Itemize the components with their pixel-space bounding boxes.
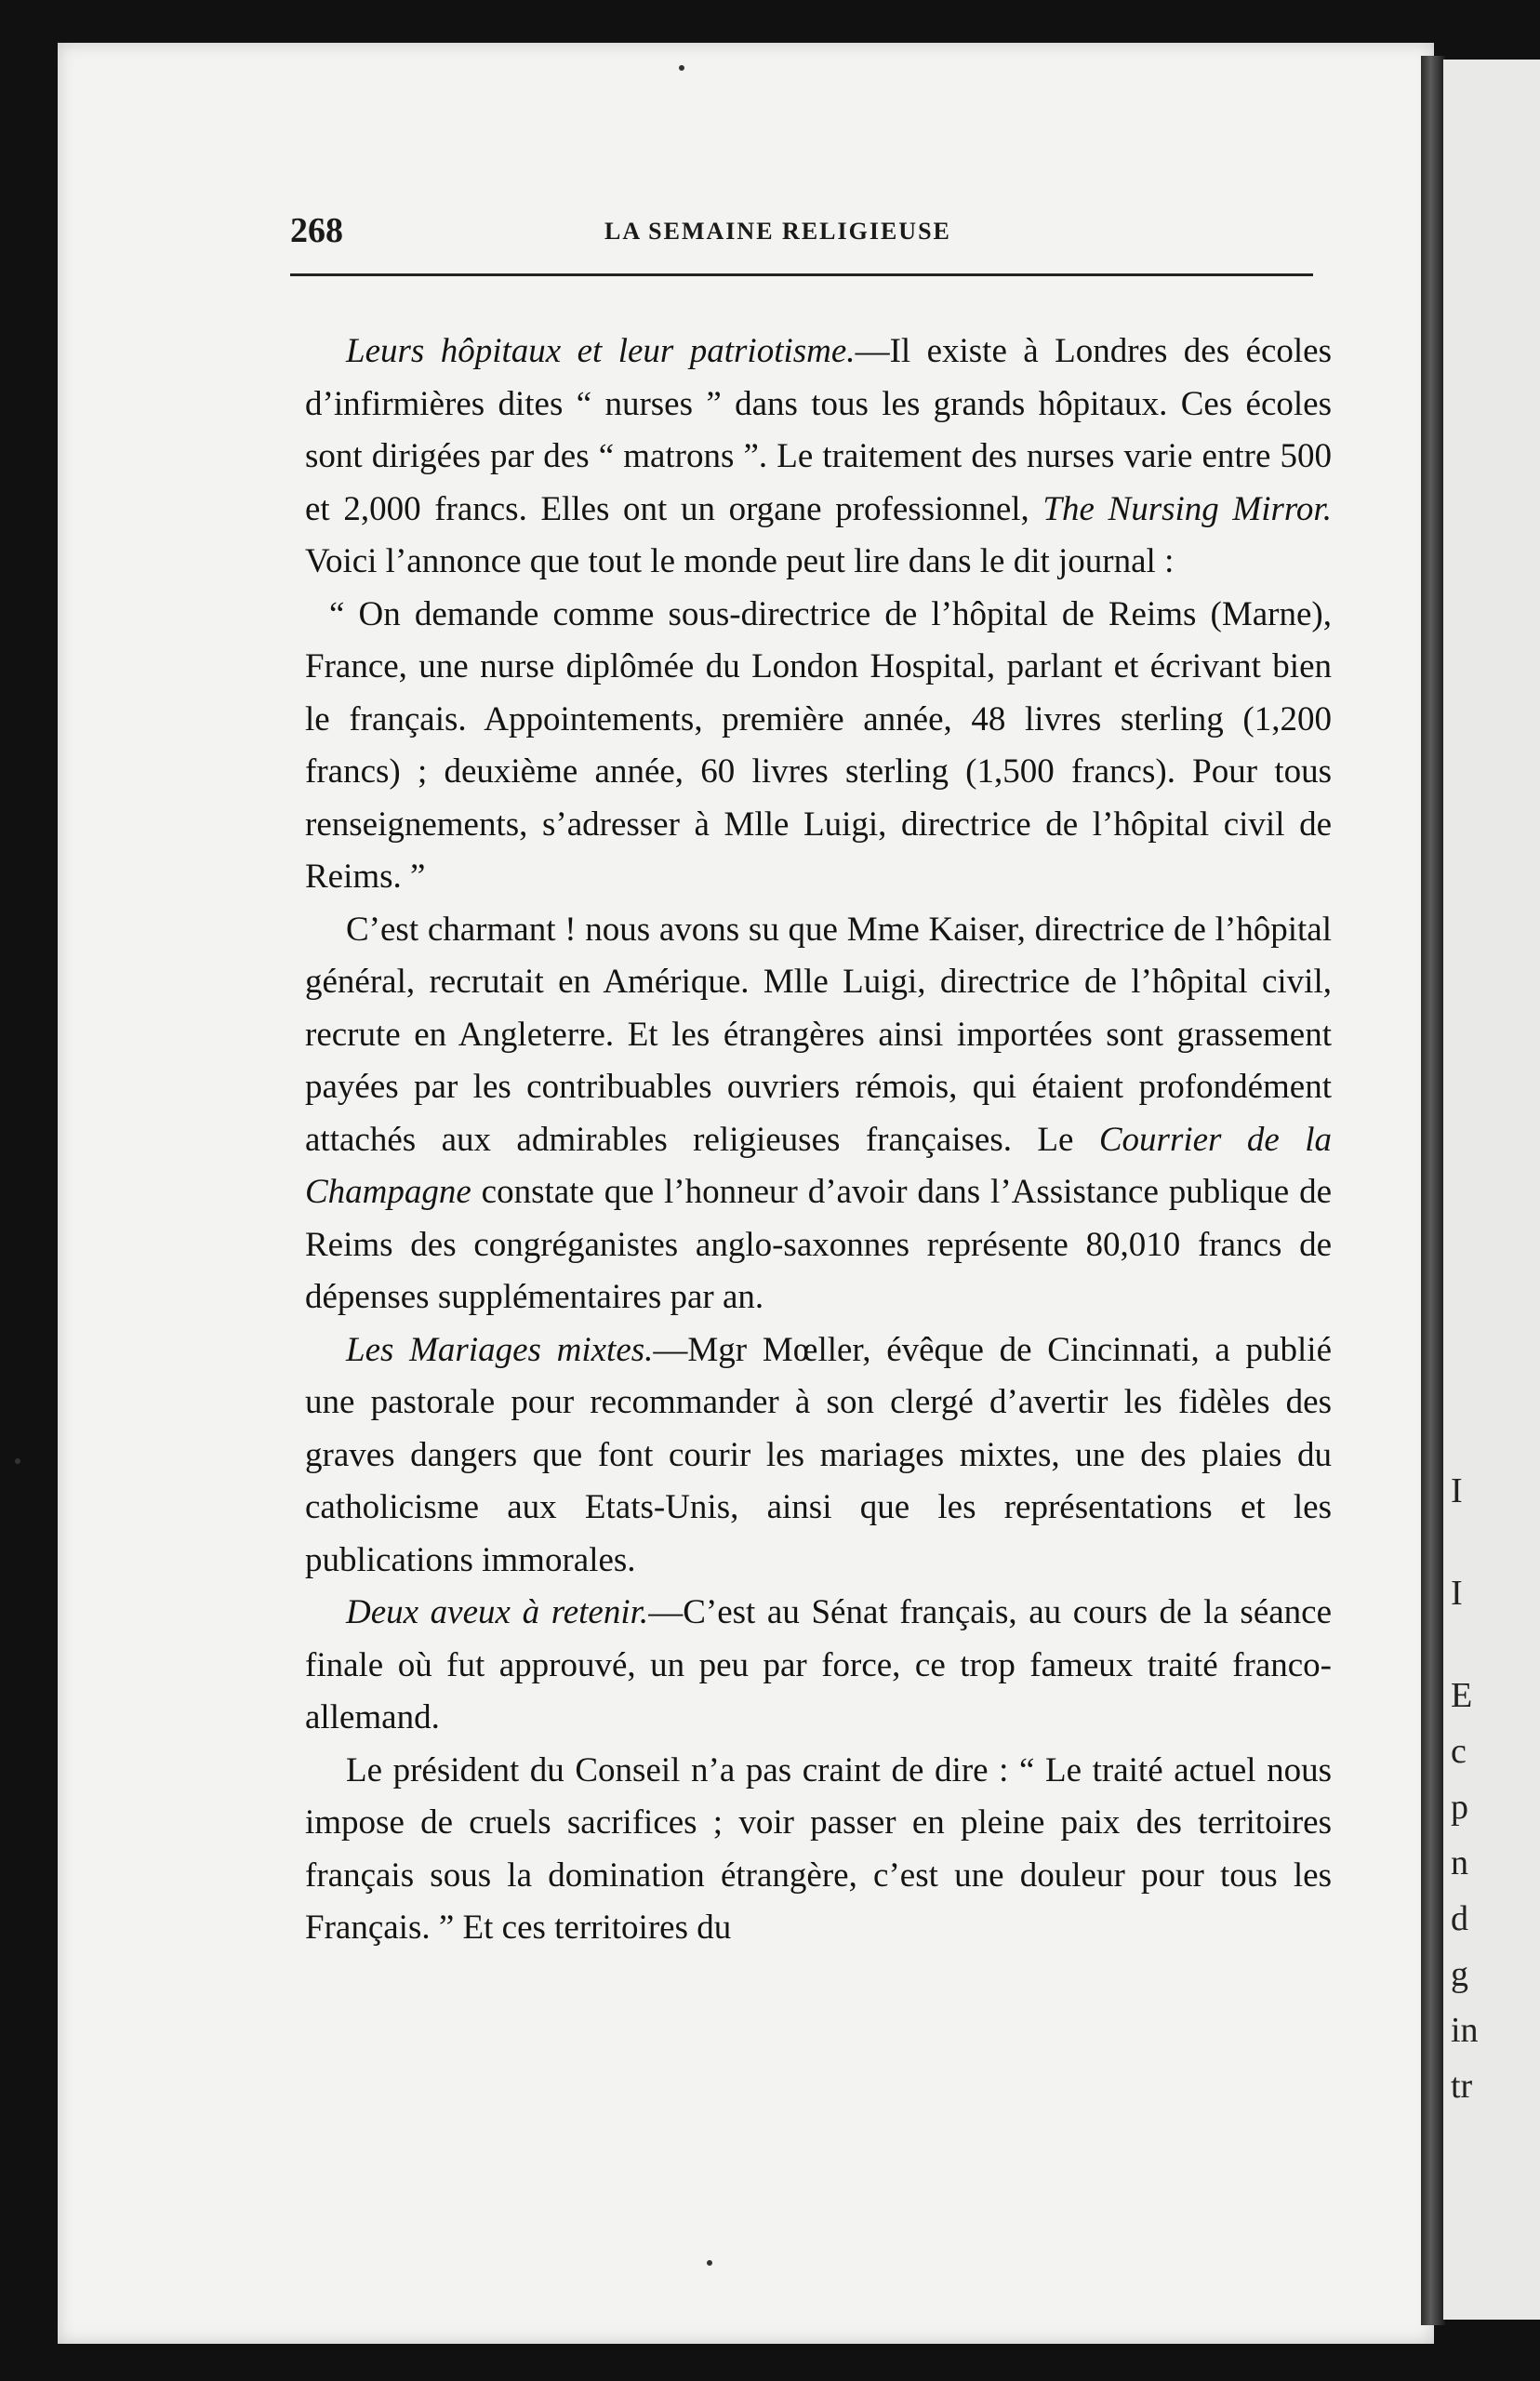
- page-header: [290, 210, 1313, 266]
- paragraph-mixed-marriages: [305, 1324, 1332, 1588]
- paragraph-advertisement: “ On demande comme sous-directrice de l’hôpital de Reims (Marne), France, une nurse diplômée du London Hospital, parlant et écrivant bien le français. Appointements, première année, 48 livres sterling (1,200 francs) ; deuxième année, 60 livres sterling (1,500 francs). Pour tous renseignements, s’adresser à Mlle Luigi, directrice de l’hôpital civil de Reims. ”: [305, 594, 1332, 896]
- scan-speck: [707, 2260, 712, 2266]
- adjacent-page-fragment: tr: [1451, 2067, 1473, 2106]
- running-title: LA SEMAINE RELIGIEUSE: [604, 218, 951, 245]
- paragraph-text: constate que l’honneur d’avoir dans l’Assistance publique de Reims des congréganistes anglo-saxonnes représente 80,010 francs de dépenses supplémentaires par an.: [305, 1173, 1332, 1316]
- adjacent-page-fragment: I: [1451, 1471, 1463, 1510]
- paragraph-text: —Il existe à Londres des écoles d’infirmières dites “ nurses ” dans tous les grands hôpitaux. Ces écoles sont dirigées par des “ matrons ”. Le traitement des nurses varie entre 500 et 2,000 francs. Elles ont un organe professionnel,: [305, 332, 1332, 528]
- header-rule: [290, 273, 1313, 276]
- paragraph-senate: [305, 1587, 1332, 1745]
- adjacent-page-fragment: n: [1451, 1843, 1468, 1882]
- paragraph-text: —C’est au Sénat français, au cours de la séance finale où fut approuvé, un peu par force, ce trop fameux traité franco-allemand.: [305, 1593, 1333, 1736]
- journal-title: The Nursing Mirror.: [1042, 489, 1332, 528]
- paragraph-hospitals: [305, 326, 1332, 589]
- adjacent-page-fragment: in: [1451, 2011, 1479, 2050]
- scan-speck: [679, 65, 684, 71]
- adjacent-page-fragment: c: [1451, 1732, 1467, 1771]
- newspaper-title: Courrier de la Champagne: [305, 1120, 1333, 1211]
- section-heading: Leurs hôpitaux et leur patriotisme.: [346, 332, 856, 370]
- adjacent-page-fragment: p: [1451, 1788, 1468, 1827]
- article-body: [305, 326, 1332, 1955]
- book-gutter: [1421, 56, 1445, 2325]
- adjacent-page-edge: [1443, 60, 1540, 2320]
- adjacent-page-fragment: g: [1451, 1955, 1468, 1994]
- section-heading: Deux aveux à retenir.: [346, 1593, 649, 1631]
- paragraph-text: —Mgr Mœller, évêque de Cincinnati, a publié une pastorale pour recommander à son clergé d’avertir les fidèles des graves dangers que font courir les mariages mixtes, une des plaies du catholicisme aux Etats-Unis, ainsi que les représentations et les publications immorales.: [305, 1330, 1332, 1579]
- paragraph-president: Le président du Conseil n’a pas craint de dire : “ Le traité actuel nous impose de cruels sacrifices ; voir passer en pleine paix des territoires français sous la domination étrangère, c’est une douleur pour tous les Français. ” Et ces territoires du: [305, 1750, 1332, 1947]
- paragraph-text: Voici l’annonce que tout le monde peut lire dans le dit journal :: [305, 542, 1175, 580]
- page-number: 268: [290, 211, 343, 250]
- adjacent-page-fragment: I: [1451, 1574, 1463, 1613]
- paragraph-text: C’est charmant ! nous avons su que Mme Kaiser, directrice de l’hôpital général, recrutait en Amérique. Mlle Luigi, directrice de l’hôpital civil, recrute en Angleterre. Et les étrangères ainsi importées sont grassement payées par les contribuables ouvriers rémois, qui étaient profondément attachés aux admirables religieuses françaises. Le: [305, 910, 1332, 1159]
- paragraph-commentary: [305, 904, 1332, 1324]
- section-heading: Les Mariages mixtes.: [346, 1330, 654, 1369]
- adjacent-page-fragment: d: [1451, 1899, 1468, 1938]
- adjacent-page-fragment: E: [1451, 1676, 1473, 1715]
- scan-speck: [15, 1458, 20, 1464]
